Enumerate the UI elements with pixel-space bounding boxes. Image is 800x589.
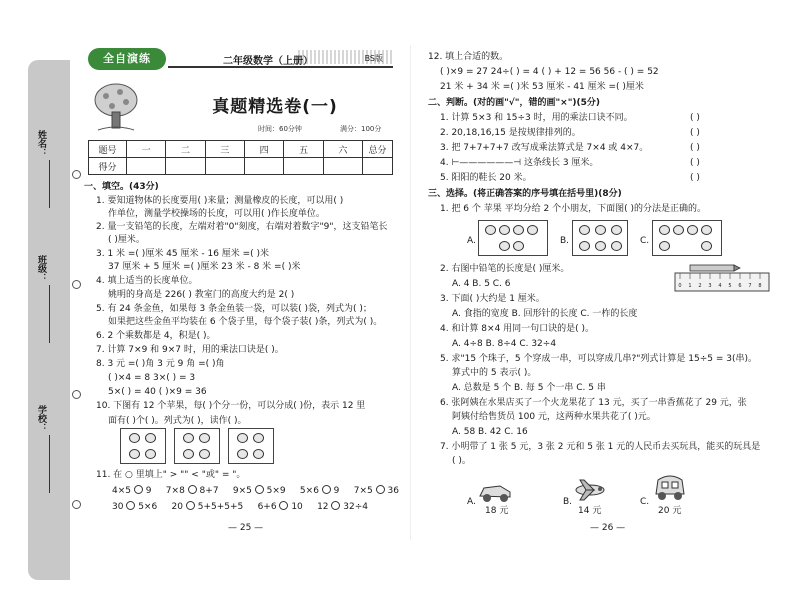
apple-icon (595, 225, 606, 235)
apple-icon (513, 241, 524, 251)
comparison-row: 4×5 9 7×8 8+7 9×5 5×9 5×6 9 7×5 36 (112, 486, 399, 496)
score-table-cell: 三 (205, 141, 244, 158)
apple-icon (253, 433, 264, 443)
binding-hole (72, 390, 81, 399)
page-number: — 25 — (228, 523, 264, 533)
score-table-cell: 得分 (89, 158, 127, 175)
svg-text:8: 8 (758, 283, 762, 289)
question-text: 2. 右图中铅笔的长度是( )厘米。 (440, 264, 570, 274)
question-text: 1. 要知道物体的长度要用( )来量；测量橡皮的长度，可以用( ) (96, 196, 344, 206)
compare-circle[interactable] (126, 501, 135, 510)
binding-strip (28, 60, 70, 580)
score-cell[interactable] (363, 158, 393, 175)
price-label: 20 元 (658, 506, 682, 516)
question-text: 算式中的 5 表示( )。 (452, 368, 537, 378)
apple-icon (145, 433, 156, 443)
page-header (88, 48, 393, 70)
score-table (88, 140, 393, 175)
section-heading-judge: 二、判断。(对的画"√"，错的画"×")(5分) (428, 98, 601, 108)
school-label: 学校： (36, 405, 46, 432)
apple-icon (527, 225, 538, 235)
answer-paren[interactable]: ( ) (690, 143, 700, 153)
comparison-row: 30 5×6 20 5+5+5+5 6+6 10 12 32÷4 (112, 502, 369, 512)
score-cell[interactable] (166, 158, 205, 175)
binding-hole (72, 280, 81, 289)
total-score: 满分：100分 (340, 125, 382, 133)
apple-icon (513, 225, 524, 235)
apple-icon (199, 433, 210, 443)
compare-circle[interactable] (376, 485, 385, 494)
score-table-cell: 一 (127, 141, 166, 158)
choice-options[interactable]: A. 58 B. 42 C. 16 (452, 427, 528, 437)
choice-options[interactable]: A. 4 B. 5 C. 6 (452, 279, 511, 289)
apple-icon (145, 449, 156, 459)
apple-icon (687, 225, 698, 235)
apple-icon (183, 449, 194, 459)
section-heading-choice: 三、选择。(将正确答案的序号填在括号里)(8分) (428, 189, 622, 199)
option-label: C. (640, 236, 650, 246)
apple-icon (701, 241, 712, 251)
question-text: 5×( ) = 40 ( )×9 = 36 (108, 387, 207, 397)
name-field[interactable] (34, 130, 62, 210)
score-table-score-row (89, 158, 393, 175)
score-table-cell: 五 (284, 141, 323, 158)
option-a-figure[interactable] (478, 220, 548, 256)
time-limit: 时间：60分钟 (258, 125, 302, 133)
option-label: C. (640, 497, 650, 507)
answer-paren[interactable]: ( ) (690, 158, 700, 168)
option-label: A. (467, 497, 476, 507)
svg-text:3: 3 (708, 283, 712, 289)
score-table-cell: 六 (323, 141, 362, 158)
choice-options[interactable]: A. 4÷8 B. 8÷4 C. 32÷4 (452, 339, 557, 349)
question-text: 4. 填上适当的长度单位。 (96, 276, 198, 286)
apple-group-box (228, 428, 274, 464)
score-cell[interactable] (284, 158, 323, 175)
apple-icon (673, 225, 684, 235)
question-text: 7. 计算 7×9 和 9×7 时，用的乘法口诀是( )。 (96, 345, 284, 355)
price-label: 14 元 (578, 506, 602, 516)
apple-icon (129, 433, 140, 443)
svg-text:2: 2 (698, 283, 702, 289)
question-text: 11. 在 ○ 里填上" > "" < "或" = "。 (96, 470, 246, 480)
judge-item: 1. 计算 5×3 和 15÷3 时，用的乘法口诀不同。 (440, 113, 633, 123)
apple-icon (701, 225, 712, 235)
question-text: 21 米 + 34 米 =( )米 53 厘米 - 41 厘米 =( )厘米 (440, 82, 644, 92)
judge-item: 5. 阳阳的鞋长 20 米。 (440, 173, 532, 183)
answer-paren[interactable]: ( ) (690, 113, 700, 123)
ruler-with-pencil-icon (674, 262, 770, 292)
apple-icon (659, 225, 670, 235)
class-label: 班级： (36, 255, 46, 282)
class-field[interactable] (34, 255, 62, 345)
option-label: B. (563, 497, 573, 507)
question-text: 37 厘米 + 5 厘米 =( )厘米 23 米 - 8 米 =( )米 (108, 262, 301, 272)
question-text: ( )×4 = 8 3×( ) = 3 (108, 373, 196, 383)
score-table-cell: 二 (166, 141, 205, 158)
judge-item: 4. ⊢——————⊣ 这条线长 3 厘米。 (440, 158, 599, 168)
judge-item: 2. 20,18,16,15 是按规律排列的。 (440, 128, 581, 138)
compare-circle[interactable] (134, 485, 143, 494)
tree-illustration-icon (92, 82, 140, 132)
option-b-figure[interactable] (572, 220, 628, 256)
apple-icon (499, 241, 510, 251)
score-cell[interactable] (205, 158, 244, 175)
toy-car-icon[interactable] (478, 478, 512, 504)
compare-circle[interactable] (188, 485, 197, 494)
apple-icon (579, 241, 590, 251)
score-cell[interactable] (127, 158, 166, 175)
toy-plane-icon[interactable] (572, 476, 608, 504)
score-table-cell: 四 (244, 141, 283, 158)
school-field[interactable] (34, 405, 62, 495)
apple-icon (237, 449, 248, 459)
version-label: BS版 (364, 54, 383, 63)
section-heading-fill: 一、填空。(43分) (84, 182, 159, 192)
question-text: 12. 填上合适的数。 (428, 52, 509, 62)
question-text: 4. 和计算 8×4 用同一句口诀的是( )。 (440, 324, 595, 334)
compare-circle[interactable] (279, 501, 288, 510)
question-text: ( )。 (452, 456, 471, 466)
option-c-figure[interactable] (652, 220, 722, 256)
question-text: 5. 求"15 个珠子，5 个穿成一串，可以穿成几串?"列式计算是 15÷5 = 3(串)。 (440, 354, 757, 364)
question-text: 6. 2 个乘数都是 4，积是( )。 (96, 331, 216, 341)
svg-text:0: 0 (678, 283, 682, 289)
name-label: 姓名： (36, 130, 46, 157)
question-text: 面有( )个( )。列式为( )，读作( )。 (108, 416, 247, 426)
apple-icon (659, 241, 670, 251)
apple-icon (183, 433, 194, 443)
apple-icon (237, 433, 248, 443)
apple-icon (499, 225, 510, 235)
option-label: B. (560, 236, 570, 246)
question-text: 8. 3 元 =( )角 3 元 9 角 =( )角 (96, 359, 225, 369)
apple-icon (253, 449, 264, 459)
answer-paren[interactable]: ( ) (690, 173, 700, 183)
question-text: ( )×9 = 27 24÷( ) = 4 ( ) + 12 = 56 56 - ( ) = 52 (440, 67, 659, 77)
apple-icon (611, 241, 622, 251)
question-text: 作单位，测量学校操场的长度，可以用( )作长度单位。 (108, 209, 325, 219)
option-label: A. (467, 236, 476, 246)
svg-text:4: 4 (718, 283, 722, 289)
compare-circle[interactable] (186, 501, 195, 510)
apple-group-box (174, 428, 220, 464)
apple-group-box (120, 428, 166, 464)
score-cell[interactable] (323, 158, 362, 175)
question-text: 5. 有 24 条金鱼，如果每 3 条金鱼装一袋，可以装( )袋，列式为( )； (96, 304, 372, 314)
apple-icon (485, 225, 496, 235)
price-label: 18 元 (485, 506, 509, 516)
answer-paren[interactable]: ( ) (690, 128, 700, 138)
question-text: 2. 量一支铅笔的长度，左端对着"0"刻度，右端对着数字"9"，这支铅笔长 (96, 222, 388, 232)
score-table-header-row (89, 141, 393, 158)
question-text: ( )厘米。 (108, 235, 145, 245)
question-text: 3. 下面( )大约是 1 厘米。 (440, 294, 545, 304)
question-text: 如果把这些金鱼平均装在 6 个袋子里，每个袋子装( )条，列式为( )。 (108, 317, 383, 327)
question-text: 阿姨付给售货员 100 元，这两种水果共花了( )元。 (452, 412, 656, 422)
compare-circle[interactable] (322, 485, 331, 494)
question-text: 6. 张阿姨在水果店买了一个火龙果花了 13 元，买了一串香蕉花了 29 元，张 (440, 398, 747, 408)
score-table-cell: 总分 (363, 141, 393, 158)
compare-circle[interactable] (255, 485, 264, 494)
apple-icon (579, 225, 590, 235)
page-title: 真题精选卷(一) (212, 97, 338, 117)
compare-circle[interactable] (331, 501, 340, 510)
choice-options[interactable]: A. 总数是 5 个 B. 每 5 个一串 C. 5 串 (452, 383, 606, 393)
binding-hole (72, 500, 81, 509)
apple-icon (129, 449, 140, 459)
svg-text:1: 1 (688, 283, 692, 289)
question-text: 7. 小明带了 1 张 5 元，3 张 2 元和 5 张 1 元的人民币去买玩具，能买的玩具是 (440, 442, 761, 452)
question-text: 1. 把 6 个 苹果 平均分给 2 个小朋友，下面图( )的分法是正确的。 (440, 204, 706, 214)
svg-text:5: 5 (728, 283, 732, 289)
score-cell[interactable] (244, 158, 283, 175)
choice-options[interactable]: A. 食指的宽度 B. 回形针的长度 C. 一柞的长度 (452, 309, 638, 319)
apple-icon (611, 225, 622, 235)
score-table-cell: 题号 (89, 141, 127, 158)
apple-icon (199, 449, 210, 459)
question-text: 姚明的身高是 226( ) 教室门的高度大约是 2( ) (108, 290, 295, 300)
binding-hole (72, 170, 81, 179)
toy-bus-icon[interactable] (652, 470, 688, 504)
grade-label: 二年级数学（上册） (223, 56, 313, 67)
apple-icon (595, 241, 606, 251)
svg-text:7: 7 (748, 283, 752, 289)
question-text: 3. 1 米 =( )厘米 45 厘米 - 16 厘米 =( )米 (96, 249, 270, 259)
judge-item: 3. 把 7+7+7+7 改写成乘法算式是 7×4 或 4×7。 (440, 143, 649, 153)
series-logo: 全自演练 (88, 48, 166, 70)
question-text: 10. 下图有 12 个苹果，每( )个分一份，可以分成( )份，表示 12 里 (96, 401, 366, 411)
page-number: — 26 — (590, 523, 626, 533)
svg-text:6: 6 (738, 283, 742, 289)
